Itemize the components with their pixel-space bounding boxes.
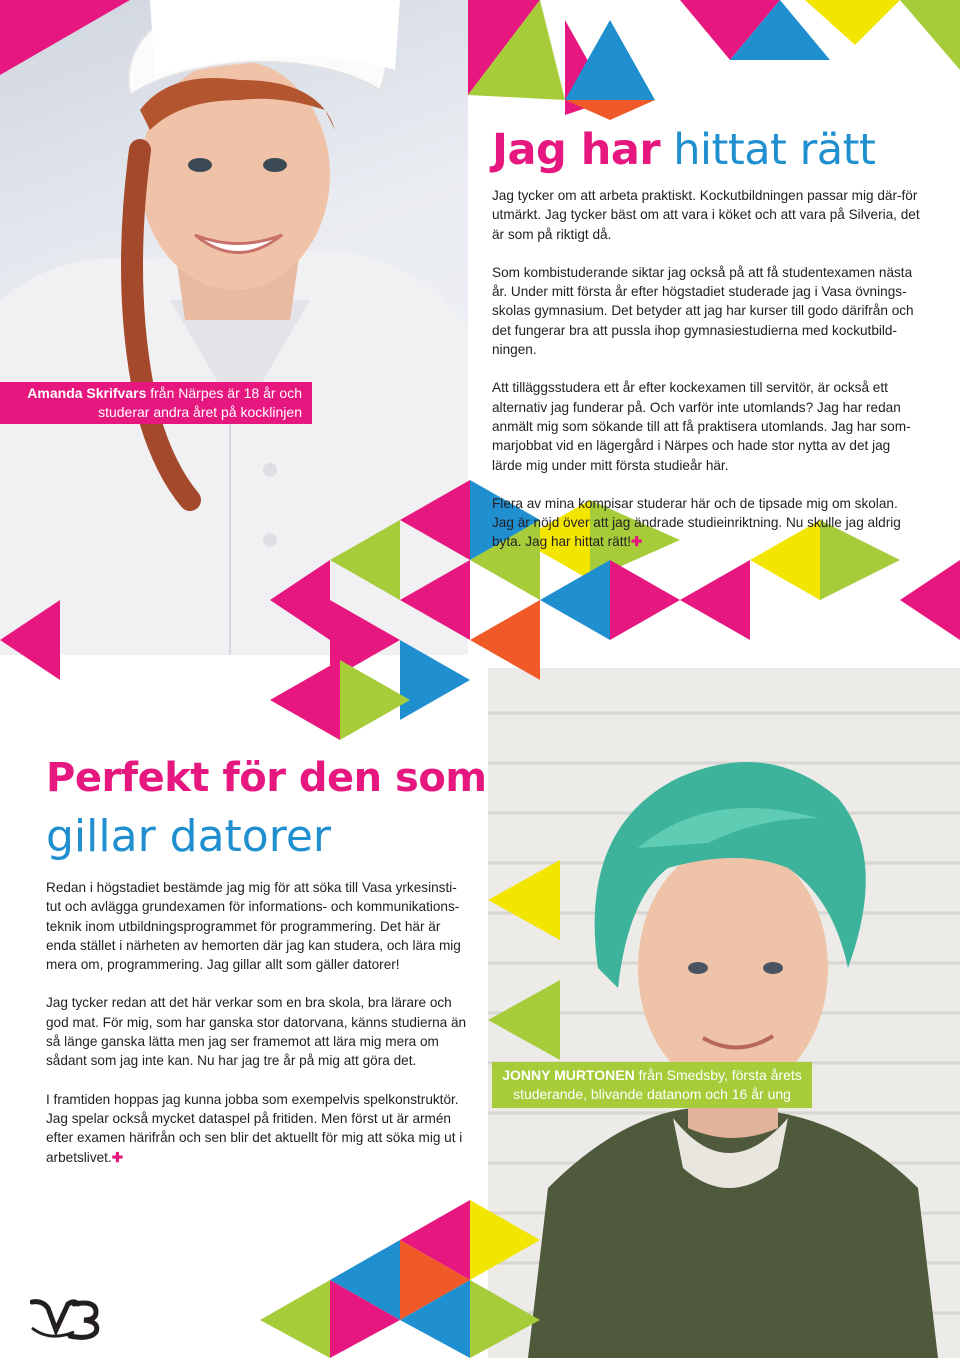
article1-paragraph-last [492,494,922,552]
article2-paragraph-last [46,1090,471,1167]
article2-body [46,878,471,1186]
article1-title [492,124,875,176]
end-mark-icon: ✚ [631,534,643,550]
article2-paragraph: Redan i högstadiet bestämde jag mig för att söka till Vasa yrkesinsti-tut och avlägga grundexamen för informations- och kommunikations-teknik inom utbildningsprogrammet för programmering. Det här är enda stället i närheten av hemorten där jag kan studera, och lära mig mera om, programmering. Jag gillar allt som gäller datorer! [46,880,461,973]
article2-title-line2: gillar datorer [46,811,331,862]
caption-text: från Smedsby, första årets [634,1067,802,1083]
caption-name: Amanda Skrifvars [27,385,147,401]
vyi-logo-icon [30,1298,102,1340]
article2-caption [492,1062,812,1108]
end-mark-icon: ✚ [111,1149,124,1165]
caption-name: JONNY MURTONEN [502,1067,635,1083]
article2-title-line1: Perfekt för den som [46,755,487,801]
article1-paragraph: Som kombistuderande siktar jag också på att få studentexamen nästa år. Under mitt första år efter högstadiet studerade jag i Vasa övnings-skolas gymnasium. Det betyder att jag har kurser till godo därifrån och det fungerar bra att pussla ihop gymnasiestudierna med kockutbild-ningen. [492,264,914,358]
article1-caption [0,382,312,424]
caption-text: studerar andra året på kocklinjen [98,404,302,420]
caption-text: från Närpes är 18 år och [146,385,302,401]
caption-text: studerande, blivande datanom och 16 år ung [513,1086,791,1102]
article1-title-bold: Jag har [492,125,661,175]
article2-paragraph: Jag tycker redan att det här verkar som en bra skola, bra lärare och god mat. För mig, som har ganska stor datorvana, känns studierna än så länge ganska lätta men jag ser framemot att lära mig mera om sådant som jag inte kan. Nu har jag tre år på mig att göra det. [46,995,467,1069]
article1-paragraph: Jag tycker om att arbeta praktiskt. Kockutbildningen passar mig där-för utmärkt. Jag tycker bäst om att vara i köket och att vara på Silveria, det är som på riktigt då. [492,188,920,242]
article1-last-text: Flera av mina kompisar studerar här och de tipsade mig om skolan. Jag är nöjd över att jag ändrade studieinriktning. Nu skulle jag aldrig byta. Jag har hittat rätt! [492,495,901,550]
article2-last-text: I framtiden hoppas jag kunna jobba som exempelvis spelkonstruktör. Jag spelar också mycket dataspel på fritiden. Men först ut är armén efter examen härifrån och sen blir det aktuellt för mig att söka mig ut i arbetslivet. [46,1091,463,1165]
article1-paragraph: Att tilläggsstudera ett år efter kockexamen till servitör, är också ett alternativ jag funderar på. Och varför inte utomlands? Jag har redan anmält mig som sökande till att få praktisera utomlands. Jag har som-marjobbat vid en lägergård i Närpes och hade stor nytta av det jag lärde mig under mitt första studieår här. [492,380,911,473]
article1-title-light: hittat rätt [673,125,876,175]
article1-body [492,186,922,571]
